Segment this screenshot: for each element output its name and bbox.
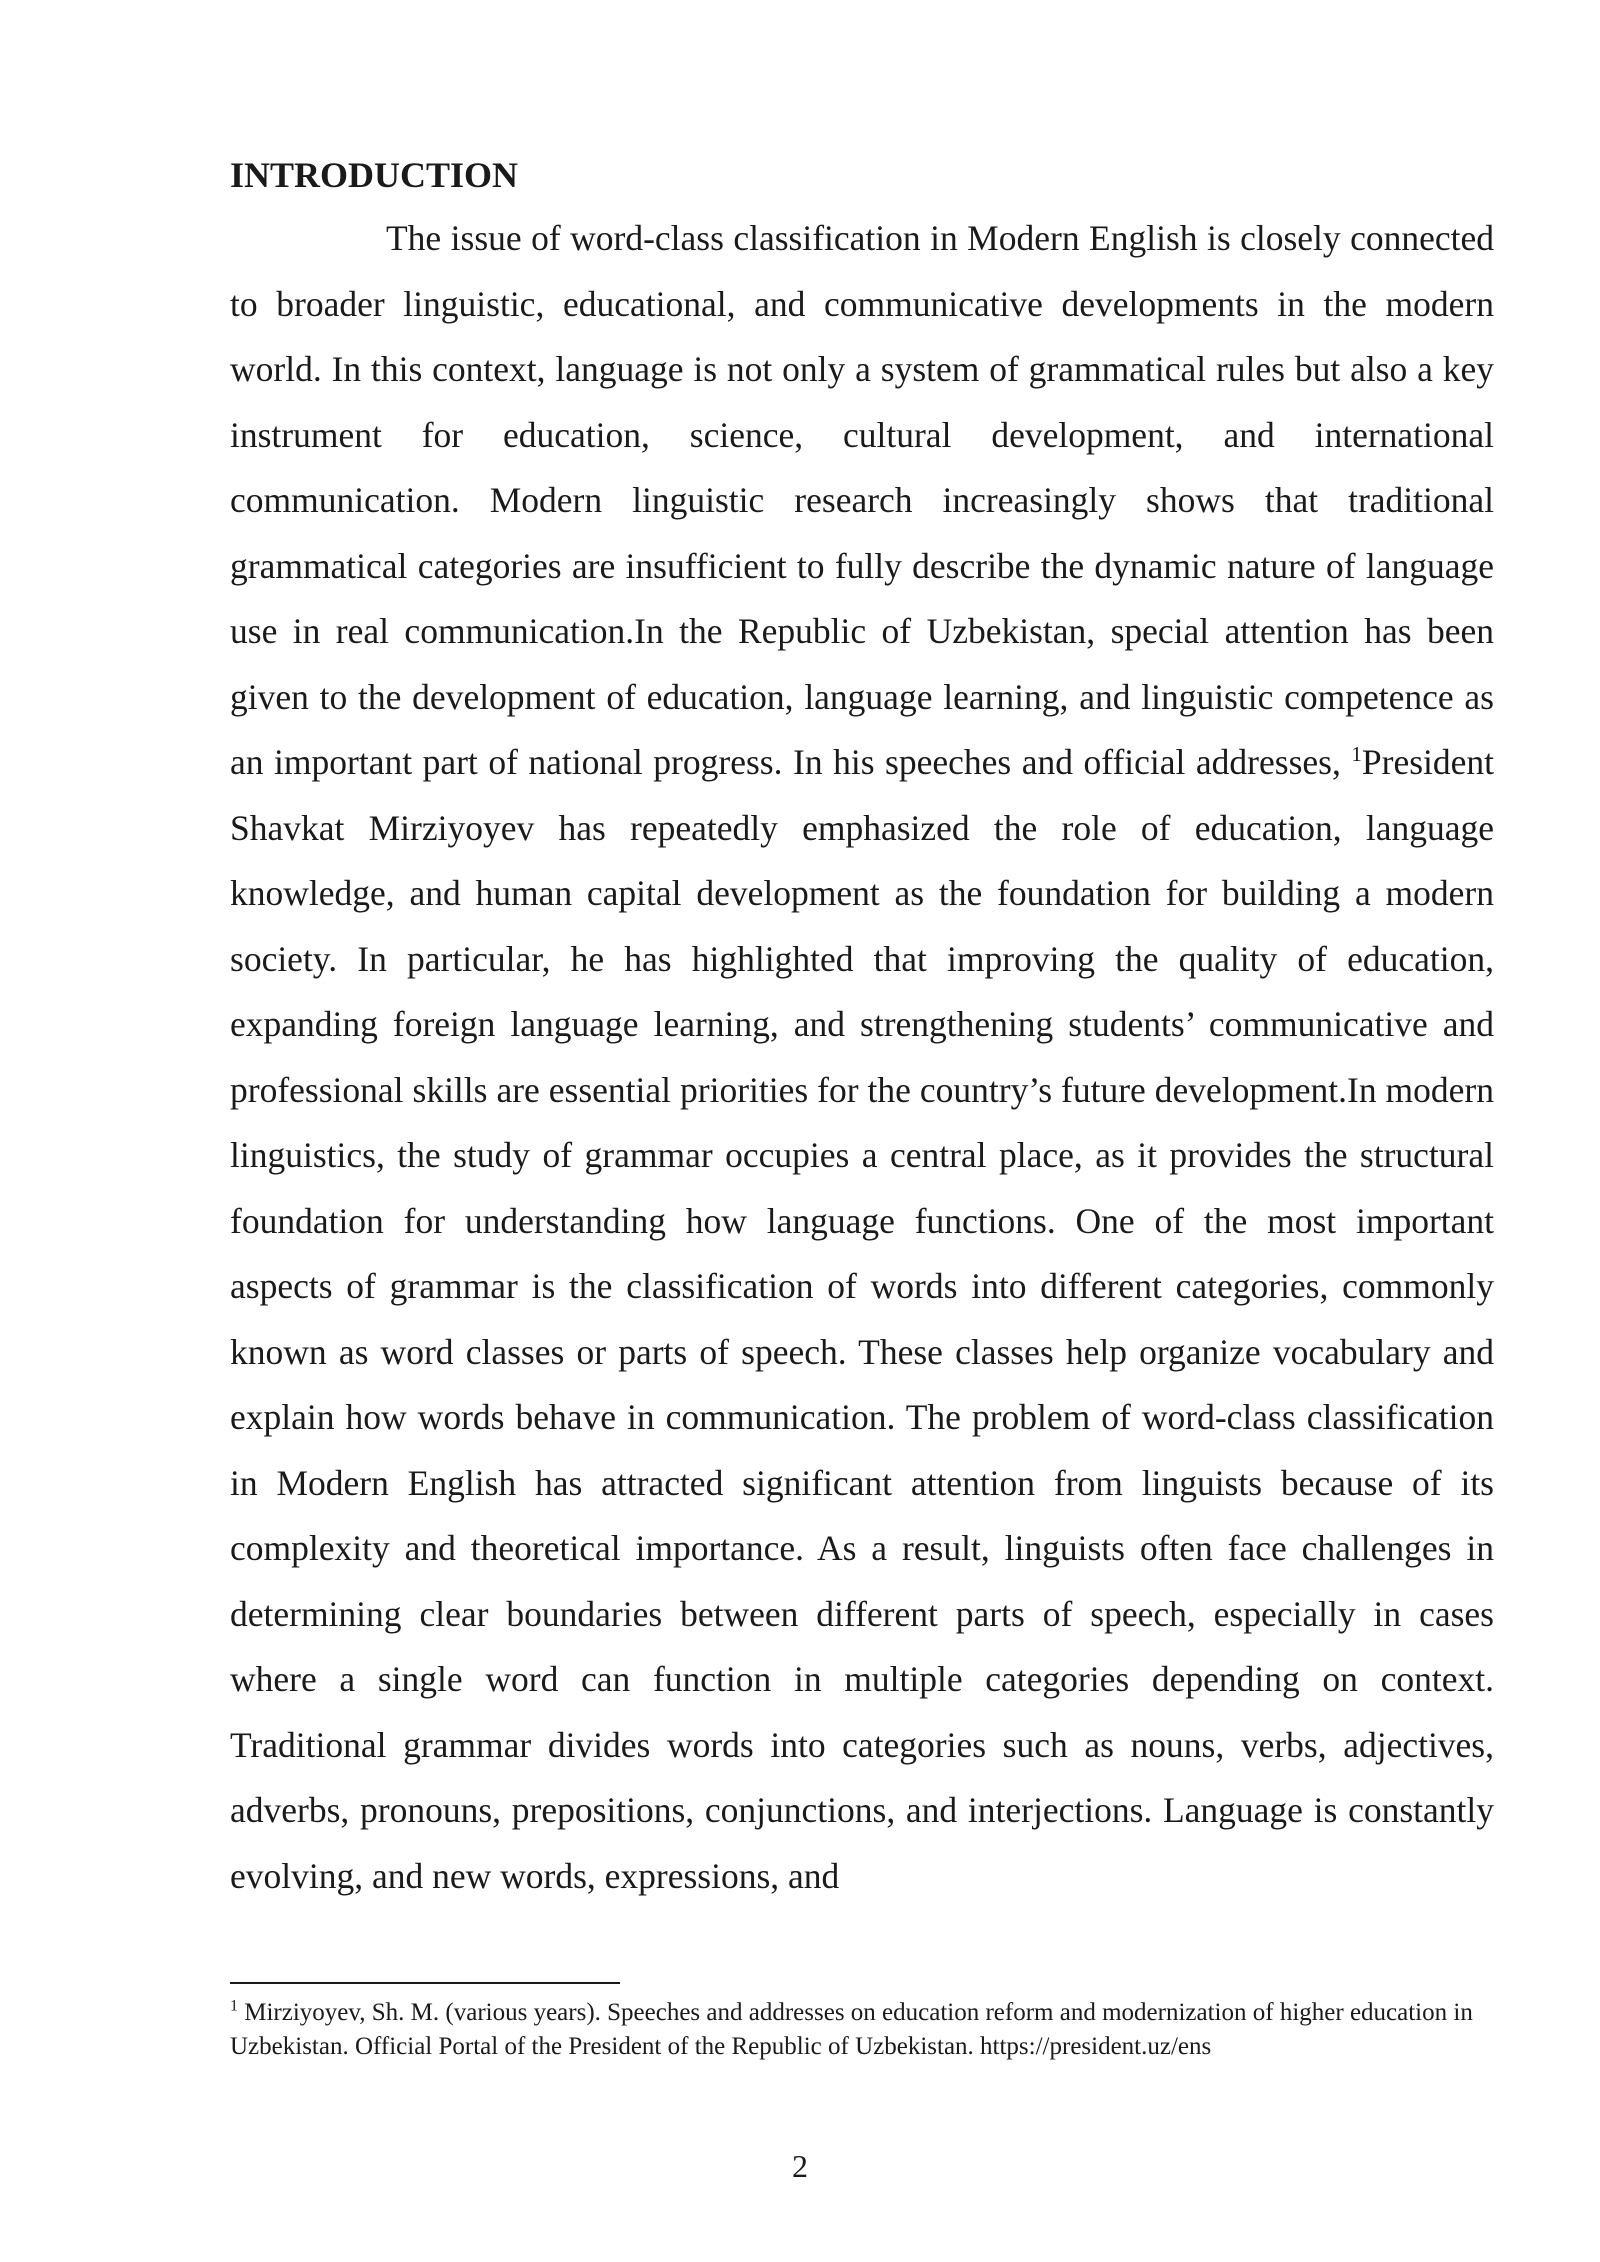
- section-heading: INTRODUCTION: [230, 155, 519, 195]
- body-paragraph: [230, 206, 1494, 1909]
- footnote: [230, 1996, 1494, 2064]
- page-number: 2: [792, 2148, 808, 2184]
- footnote-text: Mirziyoyev, Sh. M. (various years). Speeches and addresses on education reform and modernization of higher education in Uzbekistan. Official Portal of the President of the Republic of Uzbekistan. https://president.uz/ens: [230, 1999, 1473, 2060]
- footnote-separator: [230, 1982, 620, 1984]
- footnote-reference[interactable]: 1: [1351, 742, 1362, 767]
- main-text-area: [230, 150, 1494, 1909]
- footnote-mark: 1: [230, 1997, 238, 2015]
- paragraph-text-part-1: The issue of word-class classification in Modern English is closely connected to broader linguistic, educational, and communicative developments in the modern world. In this context, language is not only a system of grammatical rules but also a key instrument for education, science, cultural development, and international communication. Modern linguistic research increasingly shows that traditional grammatical categories are insufficient to fully describe the dynamic nature of language use in real communication.In the Republic of Uzbekistan, special attention has been given to the development of education, language learning, and linguistic competence as an important part of national progress. In his speeches and official addresses,: [230, 218, 1494, 782]
- paragraph-text-part-2: President Shavkat Mirziyoyev has repeatedly emphasized the role of education, language knowledge, and human capital development as the foundation for building a modern society. In particular, he has highlighted that improving the quality of education, expanding foreign language learning, and strengthening students’ communicative and professional skills are essential priorities for the country’s future development.In modern linguistics, the study of grammar occupies a central place, as it provides the structural foundation for understanding how language functions. One of the most important aspects of grammar is the classification of words into different categories, commonly known as word classes or parts of speech. These classes help organize vocabulary and explain how words behave in communication. The problem of word-class classification in Modern English has attracted significant attention from linguists because of its complexity and theoretical importance. As a result, linguists often face challenges in determining clear boundaries between different parts of speech, especially in cases where a single word can function in multiple categories depending on context. Traditional grammar divides words into categories such as nouns, verbs, adjectives, adverbs, pronouns, prepositions, conjunctions, and interjections. Language is constantly evolving, and new words, expressions, and: [230, 742, 1494, 1896]
